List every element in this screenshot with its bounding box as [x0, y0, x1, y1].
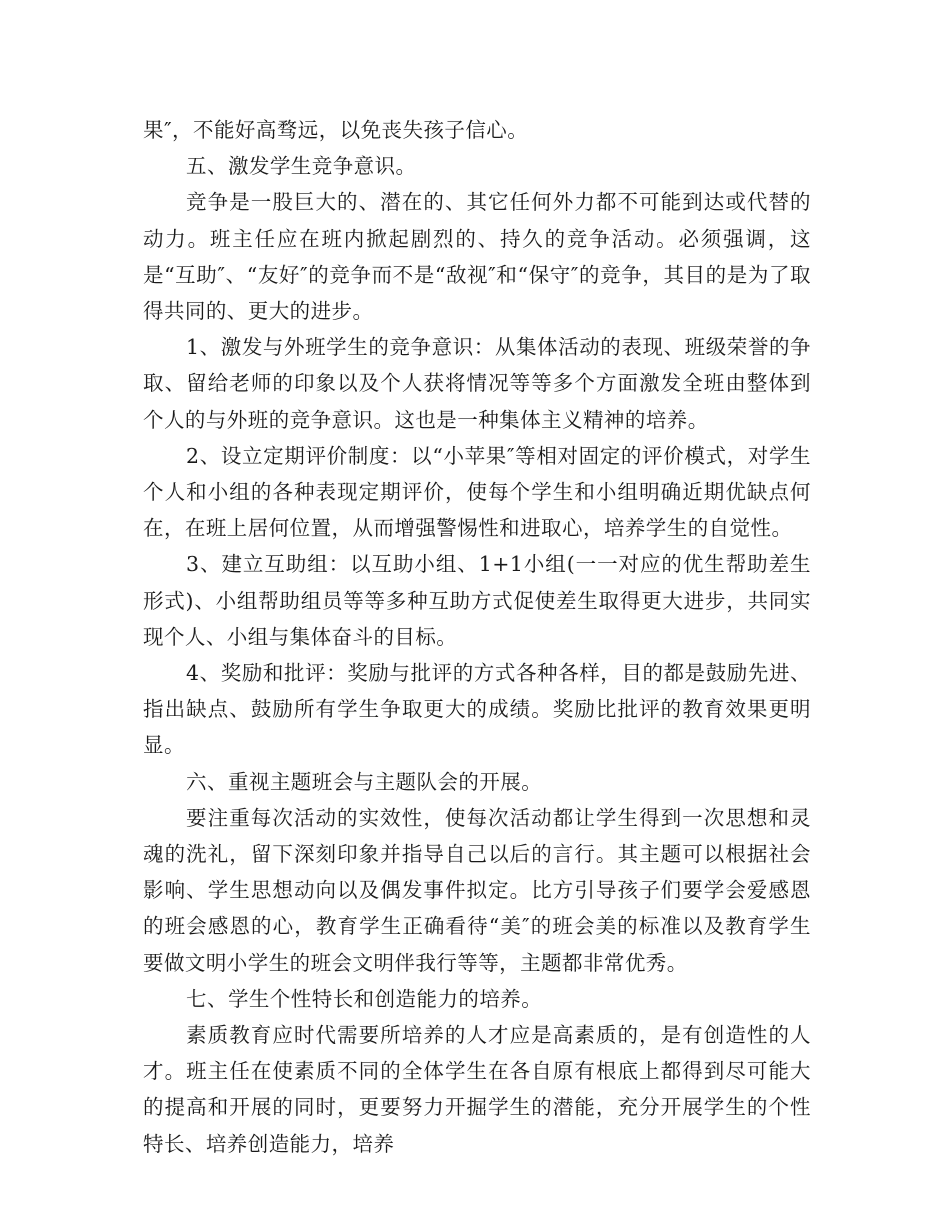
list-item-4: 4、奖励和批评：奖励与批评的方式各种各样，目的都是鼓励先进、指出缺点、鼓励所有学生争取更大的成绩。奖励比批评的教育效果更明显。	[143, 661, 811, 758]
paragraph-creativity: 素质教育应时代需要所培养的人才应是高素质的，是有创造性的人才。班主任在使素质不同的全体学生在各自原有根底上都得到尽可能大的提高和开展的同时，更要努力开掘学生的潜能，充分开展学生的个性特长、培养创造能力，培养	[143, 1023, 811, 1156]
section-heading-5: 五、激发学生竞争意识。	[186, 154, 417, 179]
section-heading-7: 七、学生个性特长和创造能力的培养。	[186, 986, 543, 1011]
document-page	[143, 112, 811, 1162]
paragraph-competition-intro: 竞争是一股巨大的、潜在的、其它任何外力都不可能到达或代替的动力。班主任应在班内掀起剧烈的、持久的竞争活动。必须强调，这是“互助″、“友好″的竞争而不是“敌视″和“保守″的竞争，其目的是为了取得共同的、更大的进步。	[143, 190, 811, 324]
section-heading-6: 六、重视主题班会与主题队会的开展。	[186, 769, 543, 794]
list-item-3: 3、建立互助组：以互助小组、1+1小组(一一对应的优生帮助差生形式)、小组帮助组员等等多种互助方式促使差生取得更大进步，共同实现个人、小组与集体奋斗的目标。	[143, 552, 811, 649]
paragraph-continuation: 果″，不能好高骛远，以免丧失孩子信心。	[143, 118, 529, 142]
paragraph-theme-meetings: 要注重每次活动的实效性，使每次活动都让学生得到一次思想和灵魂的洗礼，留下深刻印象并指导自己以后的言行。其主题可以根据社会影响、学生思想动向以及偶发事件拟定。比方引导孩子们要学会爱感恩的班会感恩的心，教育学生正确看待“美″的班会美的标准以及教育学生要做文明小学生的班会文明伴我行等等，主题都非常优秀。	[143, 805, 811, 975]
list-item-2: 2、设立定期评价制度：以“小苹果″等相对固定的评价模式，对学生个人和小组的各种表现定期评价，使每个学生和小组明确近期优缺点何在，在班上居何位置，从而增强警惕性和进取心，培养学生的自觉性。	[143, 443, 811, 541]
list-item-1: 1、激发与外班学生的竞争意识：从集体活动的表现、班级荣誉的争取、留给老师的印象以及个人获将情况等等多个方面激发全班由整体到个人的与外班的竞争意识。这也是一种集体主义精神的培养。	[143, 335, 811, 432]
